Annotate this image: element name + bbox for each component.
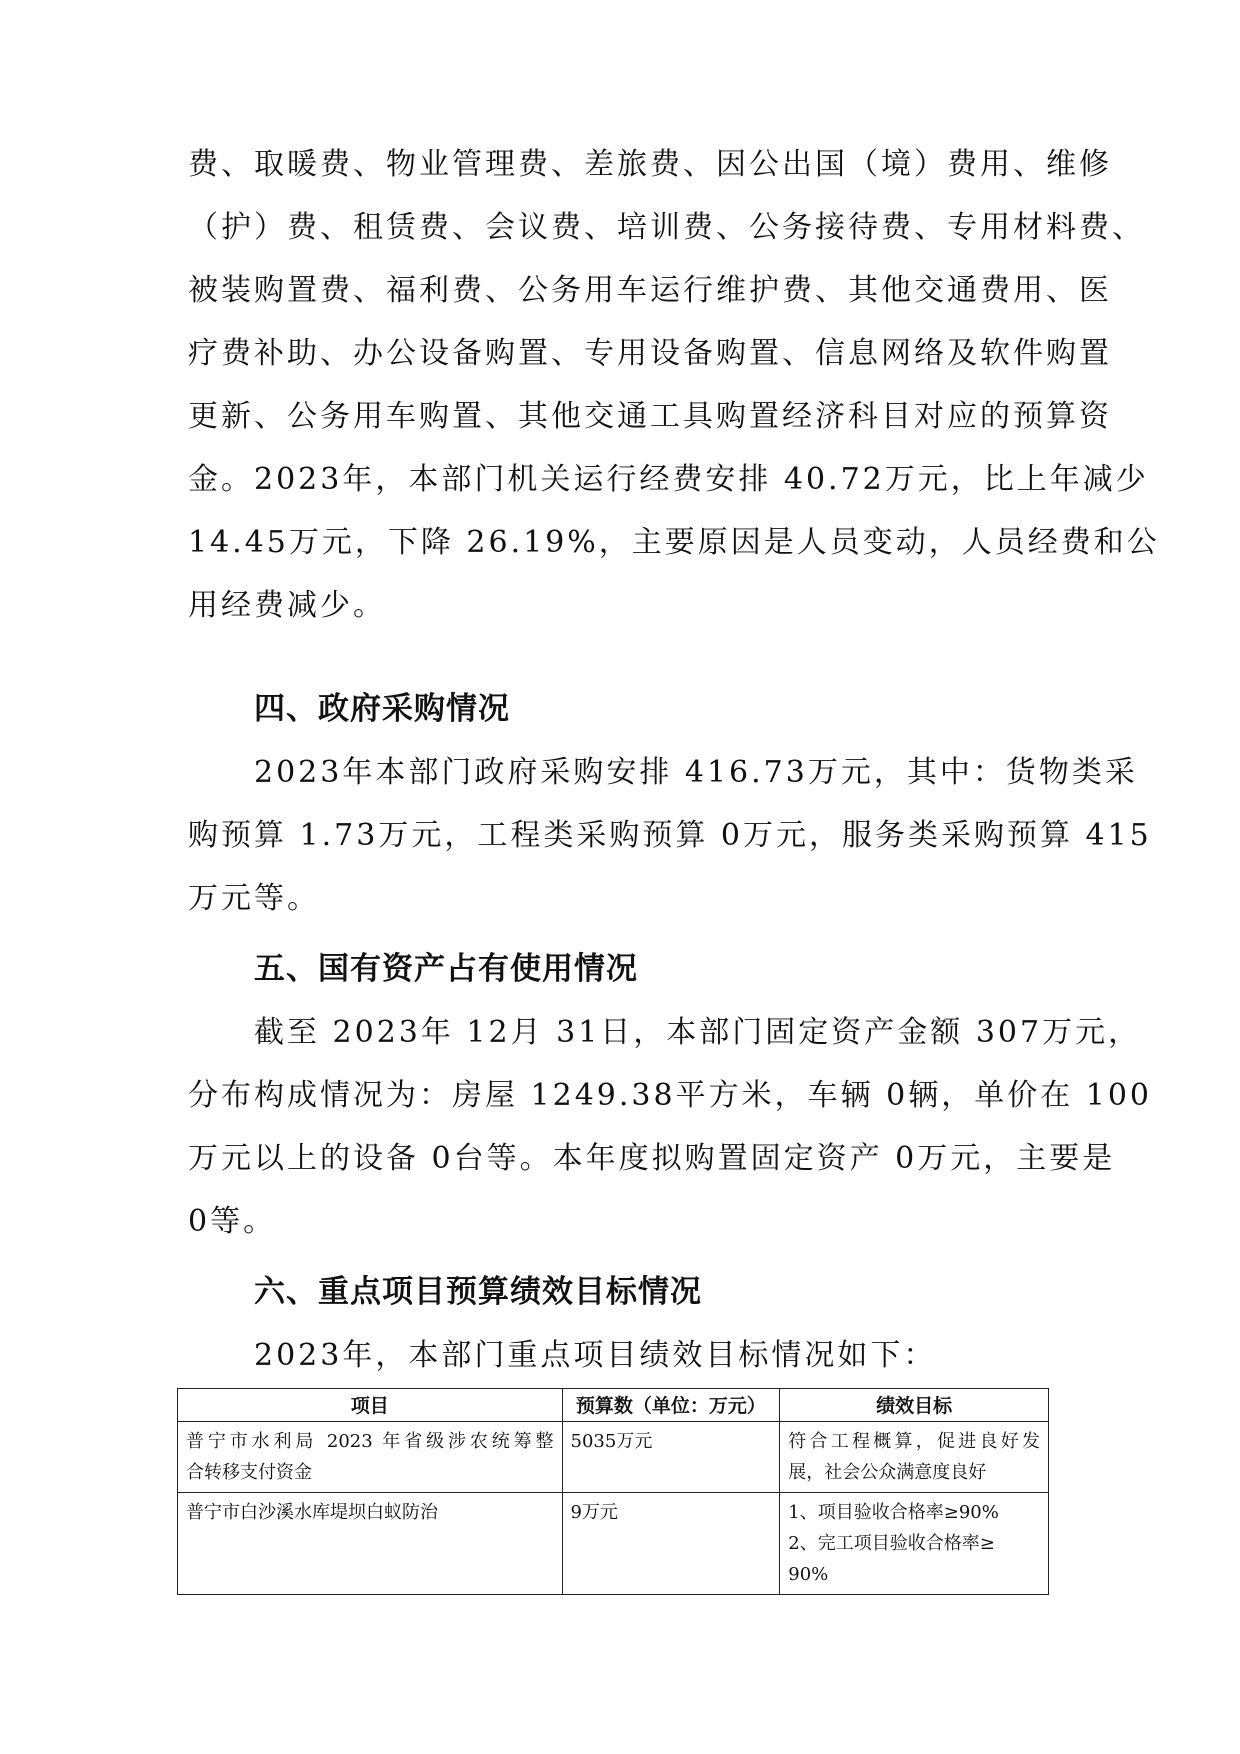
section-heading-performance-goals: 六、重点项目预算绩效目标情况 [254,1274,702,1310]
project-cell [178,1422,563,1493]
performance-goals-table [177,1388,1049,1595]
table-row [178,1422,1049,1493]
operating-expenses-paragraph [188,133,1160,637]
text-line: 分布构成情况为：房屋 1249.38平方米，车辆 0辆，单价在 100 [188,1078,1153,1113]
text-line: 疗费补助、办公设备购置、专用设备购置、信息网络及软件购置 [188,336,1112,371]
cell-text: 展，社会公众满意度良好 [788,1462,987,1483]
text-line: 0等。 [188,1204,277,1239]
budget-cell: 5035万元 [562,1422,780,1493]
text-line: 截至 2023年 12月 31日，本部门固定资产金额 307万元， [254,1015,1142,1050]
project-cell [178,1493,563,1595]
column-header-budget: 预算数（单位：万元） [562,1389,780,1422]
text-line: 14.45万元，下降 26.19%，主要原因是人员变动，人员经费和公 [188,525,1160,560]
cell-text: 普宁市白沙溪水库堤坝白蚁防治 [186,1502,438,1523]
table-header-row [178,1389,1049,1422]
state-assets-paragraph [188,1001,1153,1253]
text-line: 万元以上的设备 0台等。本年度拟购置固定资产 0万元，主要是 [188,1141,1116,1176]
text-line: 费、取暖费、物业管理费、差旅费、因公出国（境）费用、维修 [188,147,1112,182]
cell-text: 符合工程概算，促进良好发 [788,1431,1040,1452]
text-line: 更新、公务用车购置、其他交通工具购置经济科目对应的预算资 [188,399,1112,434]
text-line: 万元等。 [188,881,320,916]
performance-intro-paragraph [188,1324,1050,1387]
table-row [178,1493,1049,1595]
text-line: 2023年，本部门重点项目绩效目标情况如下： [254,1338,937,1373]
column-header-goal: 绩效目标 [780,1389,1049,1422]
text-line: 2023年本部门政府采购安排 416.73万元，其中：货物类采 [254,755,1138,790]
cell-text: 普宁市水利局 2023 年省级涉农统筹整 [186,1431,554,1452]
column-header-project: 项目 [178,1389,563,1422]
text-line: （护）费、租赁费、会议费、培训费、公务接待费、专用材料费、 [188,210,1145,245]
cell-text: 2、完工项目验收合格率≥ [788,1533,995,1554]
procurement-paragraph [188,741,1152,930]
goal-cell [780,1422,1049,1493]
section-heading-procurement: 四、政府采购情况 [254,691,510,727]
text-line: 用经费减少。 [188,588,386,623]
cell-text: 90% [788,1564,829,1585]
goal-cell [780,1493,1049,1595]
text-line: 被装购置费、福利费、公务用车运行维护费、其他交通费用、医 [188,273,1112,308]
budget-cell: 9万元 [562,1493,780,1595]
section-heading-state-assets: 五、国有资产占有使用情况 [254,951,638,987]
cell-text: 1、项目验收合格率≥90% [788,1502,999,1523]
text-line: 购预算 1.73万元，工程类采购预算 0万元，服务类采购预算 415 [188,818,1152,853]
text-line: 金。2023年，本部门机关运行经费安排 40.72万元，比上年减少 [188,462,1149,497]
cell-text: 合转移支付资金 [186,1462,312,1483]
